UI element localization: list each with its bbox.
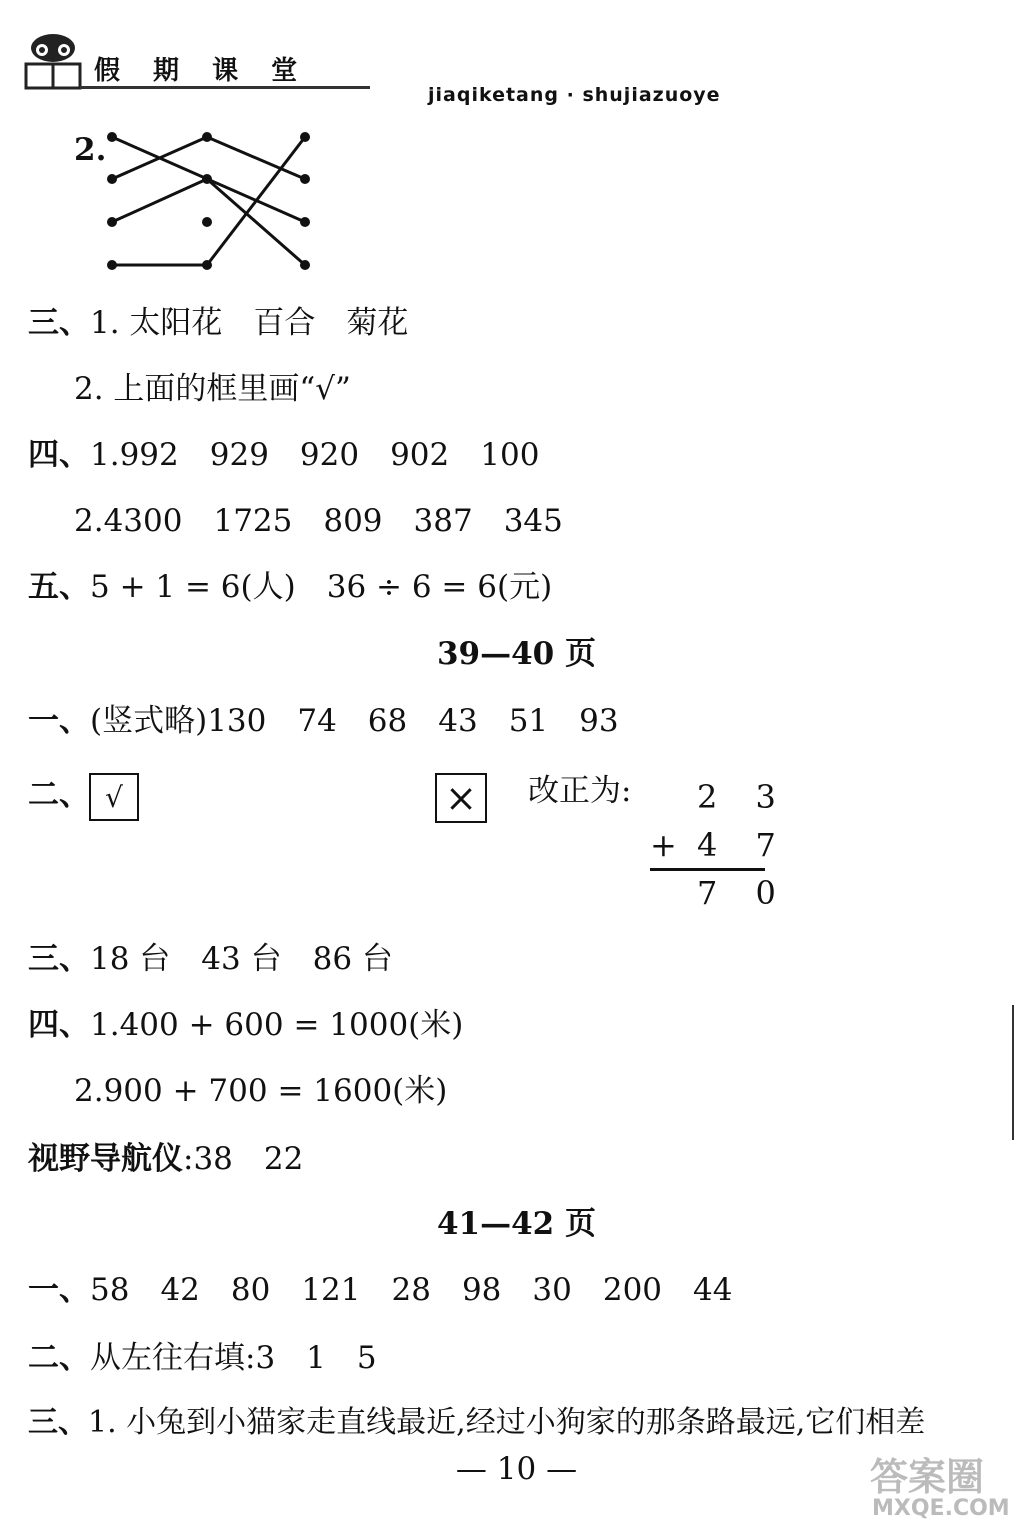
- section-prefix: 二、: [28, 1340, 90, 1375]
- answer-line-41-1: [28, 1270, 732, 1310]
- navigator-label: 视野导航仪: [28, 1141, 183, 1176]
- correction-label: 改正为:: [528, 773, 632, 809]
- answer-line-39-4-1: [28, 1005, 463, 1045]
- answer-line-3-2: [74, 369, 351, 409]
- matching-dot: [202, 260, 212, 270]
- section-prefix: 三、: [28, 305, 90, 340]
- answer-line-39-3: [28, 939, 393, 979]
- margin-line: [1012, 1005, 1014, 1140]
- matching-dot: [300, 174, 310, 184]
- matching-dot: [107, 260, 117, 270]
- answer-text: 从左往右填:3 1 5: [90, 1340, 377, 1376]
- matching-dot: [107, 174, 117, 184]
- answer-text: 2. 上面的框里画“√”: [74, 371, 351, 407]
- answer-line-3-1: [28, 303, 408, 343]
- correct-check-box: [89, 773, 139, 821]
- answer-text: 18 台 43 台 86 台: [90, 941, 393, 977]
- answer-line-5: [28, 567, 552, 607]
- answer-line-39-1: [28, 701, 619, 741]
- answer-line-41-2: [28, 1338, 377, 1378]
- watermark-logo: 答案圈: [870, 1455, 985, 1499]
- answer-text: (竖式略)130 74 68 43 51 93: [90, 703, 619, 739]
- matching-label: 2.: [74, 132, 107, 168]
- mascot-logo-icon: [18, 28, 88, 92]
- section-prefix: 五、: [28, 569, 90, 604]
- cross-mark-icon: ×: [445, 776, 477, 820]
- answer-line-39-4-2: [74, 1071, 447, 1111]
- matching-dot: [107, 217, 117, 227]
- navigator-line: [28, 1139, 303, 1179]
- addend-bottom: 4 7: [697, 826, 790, 864]
- answer-text: 2.4300 1725 809 387 345: [74, 503, 563, 539]
- section-prefix: 三、: [28, 1406, 88, 1439]
- answer-line-4-1: [28, 435, 539, 475]
- section-prefix: 四、: [28, 437, 90, 472]
- watermark-url: MXQE.COM: [872, 1496, 1010, 1521]
- answer-text: :38 22: [183, 1141, 304, 1177]
- answer-text: 1. 小兔到小猫家走直线最近,经过小狗家的那条路最远,它们相差: [88, 1405, 926, 1440]
- answer-text: 58 42 80 121 28 98 30 200 44: [90, 1272, 733, 1308]
- section-prefix: 一、: [28, 703, 90, 738]
- matching-dot: [202, 174, 212, 184]
- header-subtitle: jiaqiketang · shujiazuoye: [428, 84, 721, 106]
- section-heading-41-42: 41—42 页: [436, 1206, 597, 1242]
- sum-rule: [650, 868, 765, 871]
- matching-dot: [300, 132, 310, 142]
- header-rule: [80, 86, 370, 89]
- answer-text: 2.900 + 700 = 1600(米): [74, 1073, 448, 1109]
- matching-dot: [202, 132, 212, 142]
- matching-dot: [202, 217, 212, 227]
- page-number: — 10 —: [455, 1451, 578, 1487]
- section-prefix: 四、: [28, 1007, 90, 1042]
- section-prefix: 二、: [28, 777, 90, 812]
- matching-diagram: [100, 125, 320, 275]
- matching-dot: [300, 217, 310, 227]
- check-mark-icon: √: [105, 780, 123, 814]
- answer-text: 1.992 929 920 902 100: [90, 437, 540, 473]
- addend-top: 2 3: [697, 778, 790, 816]
- section-prefix: 三、: [28, 941, 90, 976]
- wrong-cross-box: [435, 773, 487, 823]
- header-title: 假 期 课 堂: [94, 56, 310, 86]
- answer-text: 1. 太阳花 百合 菊花: [90, 305, 409, 341]
- matching-dot: [300, 260, 310, 270]
- matching-dot: [107, 132, 117, 142]
- answer-line-41-3: [28, 1403, 925, 1443]
- section-heading-39-40: 39—40 页: [436, 636, 597, 672]
- plus-sign: +: [650, 826, 691, 864]
- answer-text: 1.400 + 600 = 1000(米): [90, 1007, 464, 1043]
- answer-line-4-2: [74, 501, 563, 541]
- section-prefix: 一、: [28, 1272, 90, 1307]
- sum-result: 7 0: [697, 874, 790, 912]
- answer-text: 5 + 1 = 6(人) 36 ÷ 6 = 6(元): [90, 569, 553, 605]
